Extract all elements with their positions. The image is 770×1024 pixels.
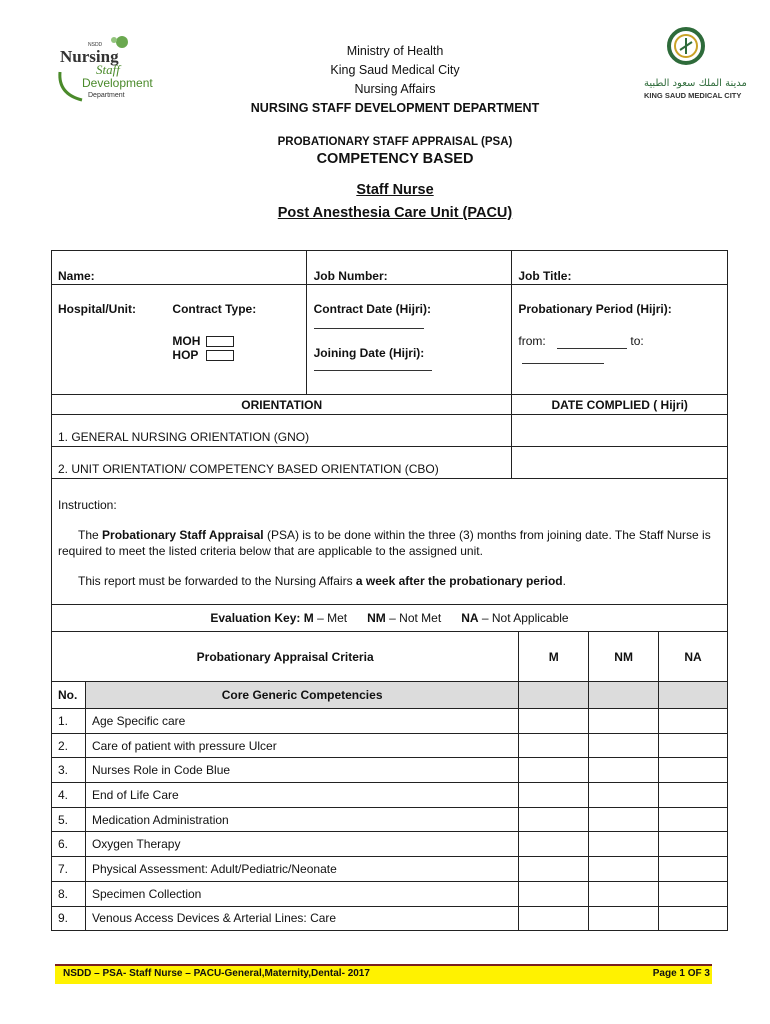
criteria-row-text: Care of patient with pressure Ulcer bbox=[85, 733, 518, 758]
criteria-m-cell[interactable] bbox=[519, 857, 589, 882]
contract-type-field bbox=[164, 285, 306, 395]
criteria-row-number: 8. bbox=[52, 881, 86, 906]
criteria-na-cell[interactable] bbox=[659, 758, 728, 783]
hop-label: HOP bbox=[172, 348, 199, 362]
criteria-row-number: 2. bbox=[52, 733, 86, 758]
instruction-paragraph-2: This report must be forwarded to the Nursing Affairs a week after the probationary period. bbox=[78, 574, 566, 588]
criteria-m-cell[interactable] bbox=[519, 807, 589, 832]
criteria-row bbox=[52, 758, 728, 783]
instruction-paragraph-1-line-2: required to meet the listed criteria below that are applicable to the assigned unit. bbox=[58, 544, 483, 558]
footer-bar bbox=[55, 964, 712, 984]
evaluation-key-label: Evaluation Key: bbox=[210, 611, 301, 625]
from-label: from: bbox=[518, 334, 546, 348]
criteria-m-cell[interactable] bbox=[519, 709, 589, 734]
logo-staff-text: Staff bbox=[96, 62, 120, 77]
criteria-nm-cell[interactable] bbox=[589, 906, 659, 931]
criteria-m-cell[interactable] bbox=[519, 832, 589, 857]
criteria-row-text: Oxygen Therapy bbox=[85, 832, 518, 857]
criteria-m-cell[interactable] bbox=[519, 906, 589, 931]
criteria-row-text: Nurses Role in Code Blue bbox=[85, 758, 518, 783]
date-complied-header: DATE COMPLIED ( Hijri) bbox=[512, 395, 728, 415]
instruction-paragraph-1: The Probationary Staff Appraisal (PSA) is to be done within the three (3) months from joining date. The Staff Nurse is bbox=[78, 528, 711, 542]
criteria-row-text: Specimen Collection bbox=[85, 881, 518, 906]
criteria-row bbox=[52, 709, 728, 734]
criteria-row-text: Physical Assessment: Adult/Pediatric/Neonate bbox=[85, 857, 518, 882]
criteria-row-number: 5. bbox=[52, 807, 86, 832]
criteria-row-text: Age Specific care bbox=[85, 709, 518, 734]
footer-document-code: NSDD – PSA- Staff Nurse – PACU-General,Maternity,Dental- 2017 bbox=[63, 968, 370, 979]
name-label: Name: bbox=[58, 269, 95, 283]
criteria-nm-cell[interactable] bbox=[589, 832, 659, 857]
ksmc-logo bbox=[640, 26, 750, 102]
competency-title: COMPETENCY BASED bbox=[316, 151, 474, 167]
criteria-row-number: 9. bbox=[52, 906, 86, 931]
criteria-row-text: Medication Administration bbox=[85, 807, 518, 832]
job-title-label: Job Title: bbox=[518, 269, 572, 283]
criteria-na-cell[interactable] bbox=[659, 807, 728, 832]
job-number-field[interactable] bbox=[306, 251, 512, 285]
criteria-row-number: 4. bbox=[52, 783, 86, 808]
no-header: No. bbox=[52, 682, 86, 709]
criteria-row-text: End of Life Care bbox=[85, 783, 518, 808]
criteria-row bbox=[52, 906, 728, 931]
criteria-na-cell[interactable] bbox=[659, 709, 728, 734]
evaluation-key: Evaluation Key: M – Met NM – Not Met NA – Not Applicable bbox=[52, 605, 728, 632]
job-number-label: Job Number: bbox=[313, 269, 388, 283]
criteria-row bbox=[52, 733, 728, 758]
section-m-cell bbox=[519, 682, 589, 709]
contract-date-input[interactable] bbox=[314, 316, 424, 329]
name-field[interactable] bbox=[52, 251, 307, 285]
criteria-nm-cell[interactable] bbox=[589, 709, 659, 734]
hospital-unit-field[interactable] bbox=[52, 285, 165, 395]
nsdd-logo bbox=[52, 32, 162, 104]
moh-checkbox[interactable] bbox=[206, 336, 234, 347]
orientation-header: ORIENTATION bbox=[52, 395, 512, 415]
logo-department-text: Department bbox=[88, 92, 125, 99]
criteria-na-cell[interactable] bbox=[659, 832, 728, 857]
criteria-nm-cell[interactable] bbox=[589, 807, 659, 832]
criteria-na-cell[interactable] bbox=[659, 906, 728, 931]
section-na-cell bbox=[659, 682, 728, 709]
logo-development-text: Development bbox=[82, 76, 153, 90]
criteria-m-cell[interactable] bbox=[519, 758, 589, 783]
unit-title: Post Anesthesia Care Unit (PACU) bbox=[277, 205, 513, 221]
psa-title: PROBATIONARY STAFF APPRAISAL (PSA) bbox=[277, 136, 513, 148]
logo-nursing-text: Nursing bbox=[60, 47, 119, 66]
cbo-date-cell[interactable] bbox=[512, 447, 728, 479]
gno-row-label: 1. GENERAL NURSING ORIENTATION (GNO) bbox=[52, 415, 512, 447]
dates-field bbox=[306, 285, 512, 395]
criteria-nm-cell[interactable] bbox=[589, 857, 659, 882]
criteria-nm-cell[interactable] bbox=[589, 758, 659, 783]
ksmc-line: King Saud Medical City bbox=[330, 63, 460, 77]
col-na-header: NA bbox=[659, 632, 728, 682]
ministry-line: Ministry of Health bbox=[346, 44, 444, 58]
nursing-affairs-line: Nursing Affairs bbox=[354, 82, 436, 96]
to-input[interactable] bbox=[522, 349, 604, 364]
criteria-m-cell[interactable] bbox=[519, 783, 589, 808]
department-line: NURSING STAFF DEVELOPMENT DEPARTMENT bbox=[250, 101, 540, 115]
criteria-row-number: 7. bbox=[52, 857, 86, 882]
gno-date-cell[interactable] bbox=[512, 415, 728, 447]
moh-label: MOH bbox=[172, 334, 201, 348]
criteria-row-number: 6. bbox=[52, 832, 86, 857]
staff-info-table bbox=[51, 250, 728, 605]
col-m-header: M bbox=[519, 632, 589, 682]
criteria-row-number: 1. bbox=[52, 709, 86, 734]
job-title-field[interactable] bbox=[512, 251, 728, 285]
logo-nsdd-text: NSDD bbox=[88, 42, 103, 48]
criteria-row bbox=[52, 857, 728, 882]
hospital-unit-label: Hospital/Unit: bbox=[58, 302, 136, 316]
instruction-box bbox=[52, 479, 728, 605]
cbo-row-label: 2. UNIT ORIENTATION/ COMPETENCY BASED ORIENTATION (CBO) bbox=[52, 447, 512, 479]
criteria-nm-cell[interactable] bbox=[589, 733, 659, 758]
contract-date-label: Contract Date (Hijri): bbox=[313, 302, 431, 316]
criteria-row bbox=[52, 832, 728, 857]
criteria-row-number: 3. bbox=[52, 758, 86, 783]
section-nm-cell bbox=[589, 682, 659, 709]
criteria-m-cell[interactable] bbox=[519, 881, 589, 906]
probation-period-label: Probationary Period (Hijri): bbox=[518, 302, 672, 316]
to-label: to: bbox=[630, 334, 644, 348]
criteria-row bbox=[52, 807, 728, 832]
ksmc-english-text: KING SAUD MEDICAL CITY bbox=[644, 91, 742, 100]
joining-date-input[interactable] bbox=[314, 360, 432, 371]
contract-type-label: Contract Type: bbox=[172, 302, 257, 316]
criteria-na-cell[interactable] bbox=[659, 881, 728, 906]
criteria-m-cell[interactable] bbox=[519, 733, 589, 758]
criteria-row-text: Venous Access Devices & Arterial Lines: Care bbox=[85, 906, 518, 931]
role-title: Staff Nurse bbox=[356, 182, 434, 198]
from-input[interactable] bbox=[557, 334, 627, 349]
criteria-row bbox=[52, 881, 728, 906]
ksmc-arabic-text: مدينة الملك سعود الطبية bbox=[644, 78, 747, 89]
instruction-label: Instruction: bbox=[58, 498, 117, 512]
criteria-na-cell[interactable] bbox=[659, 857, 728, 882]
probation-period-field bbox=[512, 285, 728, 395]
criteria-header: Probationary Appraisal Criteria bbox=[52, 632, 519, 682]
criteria-row bbox=[52, 783, 728, 808]
criteria-table bbox=[51, 604, 728, 931]
section-header: Core Generic Competencies bbox=[85, 682, 518, 709]
criteria-na-cell[interactable] bbox=[659, 783, 728, 808]
criteria-nm-cell[interactable] bbox=[589, 881, 659, 906]
criteria-na-cell[interactable] bbox=[659, 733, 728, 758]
footer-page-number: Page 1 OF 3 bbox=[652, 968, 710, 979]
col-nm-header: NM bbox=[589, 632, 659, 682]
criteria-nm-cell[interactable] bbox=[589, 783, 659, 808]
criteria-rows bbox=[52, 709, 728, 931]
hop-checkbox[interactable] bbox=[206, 350, 234, 361]
joining-date-label: Joining Date (Hijri): bbox=[313, 346, 425, 360]
